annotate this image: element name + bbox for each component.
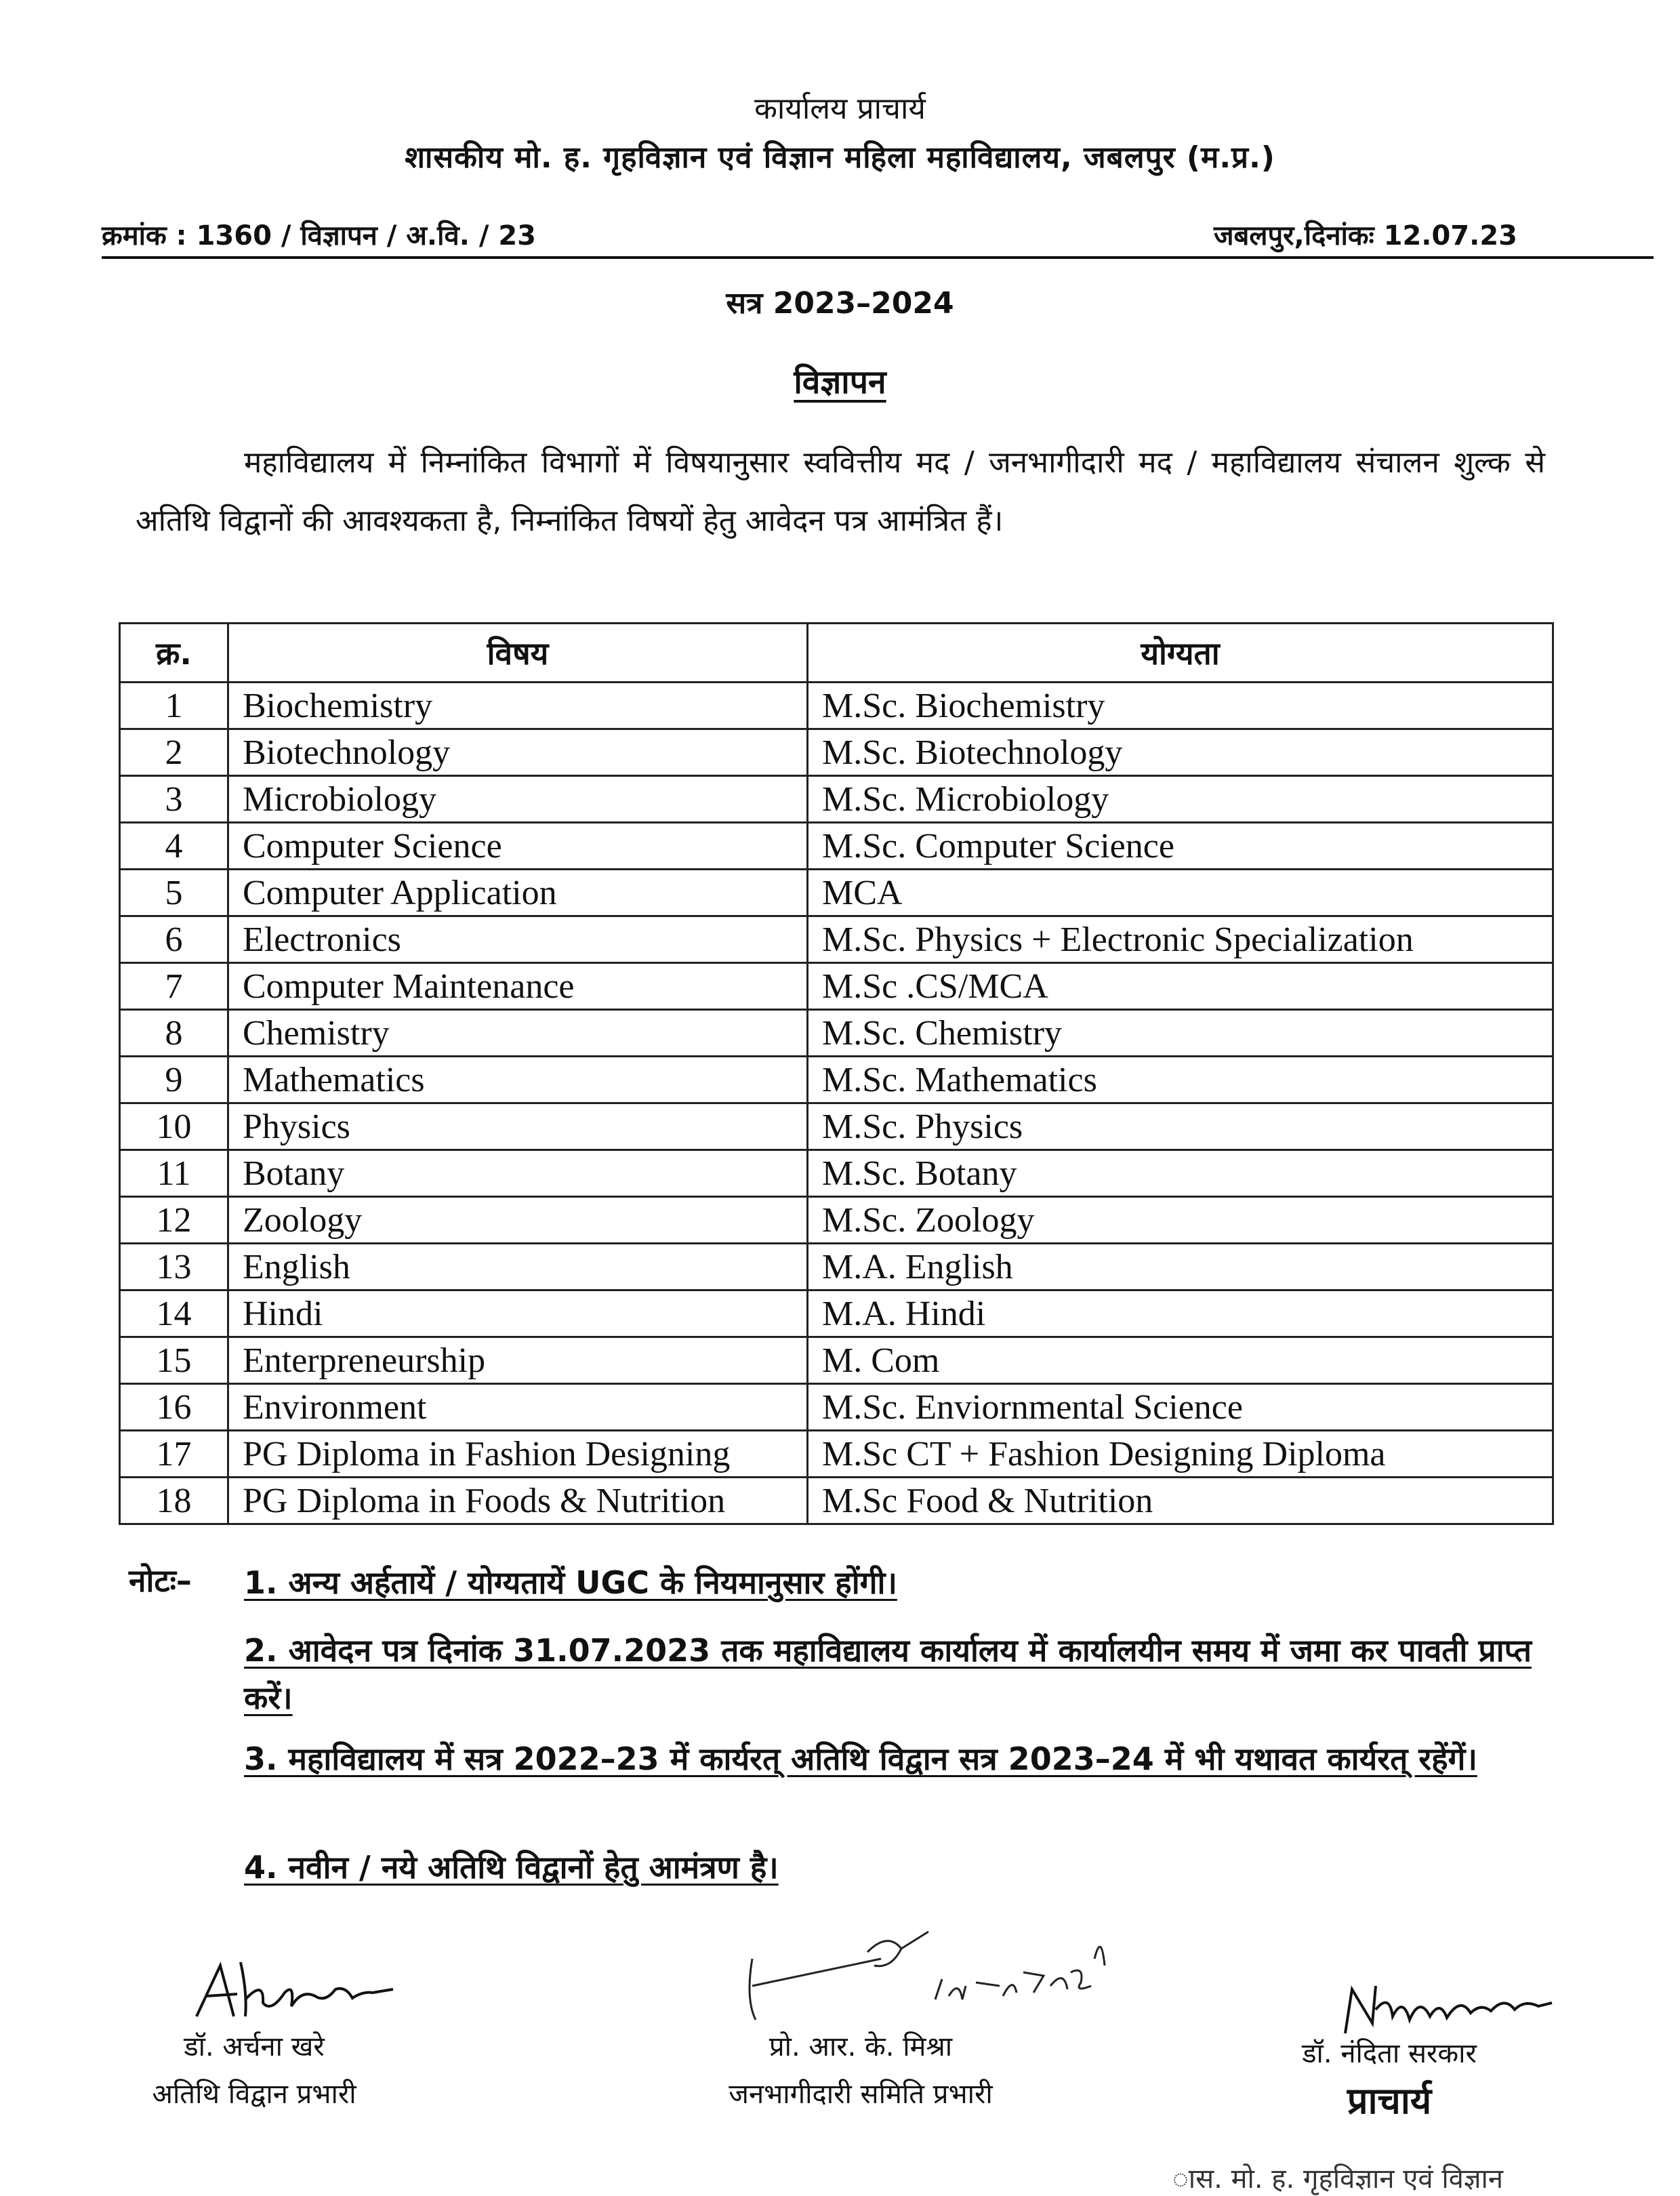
cell-subject: Zoology: [228, 1197, 808, 1244]
header-subject: विषय: [228, 624, 808, 683]
table-row: [120, 916, 1553, 963]
signatory-role: अतिथि विद्वान प्रभारी: [152, 2079, 356, 2110]
signatory-name: डॉ. अर्चना खरे: [184, 2031, 325, 2062]
cell-subject: Mathematics: [228, 1057, 808, 1103]
table-row: [120, 1197, 1553, 1244]
signature-left: [183, 1952, 407, 2027]
cell-sn: 5: [120, 870, 228, 916]
cell-qualification: M.Sc. Mathematics: [808, 1057, 1553, 1103]
advertisement-heading: विज्ञापन: [794, 363, 886, 401]
cell-qualification: M.Sc. Enviornmental Science: [808, 1384, 1553, 1431]
table-row: [120, 1431, 1553, 1478]
cell-qualification: M.Sc. Chemistry: [808, 1010, 1553, 1057]
cell-sn: 13: [120, 1244, 228, 1290]
intro-paragraph: महाविद्यालय में निम्नांकित विभागों में विषयानुसार स्ववित्तीय मद / जनभागीदारी मद / महाविद्यालय संचालन शुल्क से अतिथि विद्वानों की आवश्यकता है, निम्नांकित विषयों हेतु आवेदन पत्र आमंत्रित हैं।: [136, 445, 1545, 538]
table-row: [120, 1478, 1553, 1524]
cell-qualification: M.A. English: [808, 1244, 1553, 1290]
cell-sn: 1: [120, 683, 228, 729]
cell-qualification: M.Sc. Botany: [808, 1150, 1553, 1197]
cell-sn: 12: [120, 1197, 228, 1244]
note-item: 1. अन्य अर्हतायें / योग्यतायें UGC के नियमानुसार होंगी।: [244, 1564, 897, 1601]
cell-subject: Botany: [228, 1150, 808, 1197]
table-row: [120, 1150, 1553, 1197]
signatory-right: [1220, 2030, 1559, 2125]
header-qualification: योग्यता: [808, 624, 1553, 683]
seal-text: ास. मो. ह. गृहविज्ञान एवं विज्ञान: [1172, 2163, 1504, 2195]
cell-sn: 2: [120, 729, 228, 776]
subject-table: [119, 622, 1554, 1525]
cell-subject: Hindi: [228, 1290, 808, 1337]
cell-sn: 18: [120, 1478, 228, 1524]
cell-sn: 7: [120, 963, 228, 1010]
cell-subject: Computer Maintenance: [228, 963, 808, 1010]
cell-qualification: M.Sc. Biotechnology: [808, 729, 1553, 776]
cell-qualification: M.Sc. Physics: [808, 1103, 1553, 1150]
cell-qualification: M.Sc CT + Fashion Designing Diploma: [808, 1431, 1553, 1478]
reference-number: क्रमांक : 1360 / विज्ञापन / अ.वि. / 23: [102, 220, 537, 251]
cell-sn: 9: [120, 1057, 228, 1103]
cell-qualification: M.Sc .CS/MCA: [808, 963, 1553, 1010]
cell-sn: 8: [120, 1010, 228, 1057]
cell-subject: Microbiology: [228, 776, 808, 823]
cell-qualification: M.Sc. Biochemistry: [808, 683, 1553, 729]
table-row: [120, 963, 1553, 1010]
cell-qualification: M.Sc. Physics + Electronic Specialization: [808, 916, 1553, 963]
college-name: शासकीय मो. ह. गृहविज्ञान एवं विज्ञान महिला महाविद्यालय, जबलपुर (म.प्र.): [405, 140, 1275, 175]
cell-sn: 14: [120, 1290, 228, 1337]
table-row: [120, 1290, 1553, 1337]
cell-qualification: M.Sc Food & Nutrition: [808, 1478, 1553, 1524]
table-row: [120, 1384, 1553, 1431]
table-row: [120, 1057, 1553, 1103]
signatory-role: प्राचार्य: [1347, 2079, 1432, 2122]
cell-subject: Computer Application: [228, 870, 808, 916]
table-header-row: [120, 624, 1553, 683]
cell-sn: 11: [120, 1150, 228, 1197]
cell-qualification: MCA: [808, 870, 1553, 916]
office-title: कार्यालय प्राचार्य: [754, 92, 926, 126]
cell-qualification: M.Sc. Microbiology: [808, 776, 1553, 823]
note-item: 3. महाविद्यालय में सत्र 2022–23 में कार्यरत् अतिथि विद्वान सत्र 2023–24 में भी यथावत कार्यरत् रहेंगें।: [244, 1741, 1477, 1777]
header-sn: क्र.: [120, 624, 228, 683]
signatory-name: प्रो. आर. के. मिश्रा: [769, 2031, 953, 2062]
cell-subject: PG Diploma in Foods & Nutrition: [228, 1478, 808, 1524]
table-row: [120, 729, 1553, 776]
cell-qualification: M.Sc. Zoology: [808, 1197, 1553, 1244]
cell-subject: English: [228, 1244, 808, 1290]
cell-sn: 3: [120, 776, 228, 823]
cell-qualification: M.Sc. Computer Science: [808, 823, 1553, 870]
cell-sn: 16: [120, 1384, 228, 1431]
cell-subject: Physics: [228, 1103, 808, 1150]
signatory-name: डॉ. नंदिता सरकार: [1302, 2038, 1477, 2069]
table-row: [120, 823, 1553, 870]
cell-subject: Environment: [228, 1384, 808, 1431]
cell-subject: Computer Science: [228, 823, 808, 870]
cell-sn: 4: [120, 823, 228, 870]
table-row: [120, 1010, 1553, 1057]
date-line: जबलपुर,दिनांकः 12.07.23: [1213, 220, 1517, 251]
cell-sn: 10: [120, 1103, 228, 1150]
cell-subject: PG Diploma in Fashion Designing: [228, 1431, 808, 1478]
cell-qualification: M.A. Hindi: [808, 1290, 1553, 1337]
signatory-middle: [671, 2023, 1050, 2118]
note-item: 4. नवीन / नये अतिथि विद्वानों हेतु आमंत्रण है।: [244, 1849, 779, 1886]
cell-subject: Enterpreneurship: [228, 1337, 808, 1384]
cell-subject: Chemistry: [228, 1010, 808, 1057]
table-row: [120, 870, 1553, 916]
cell-sn: 17: [120, 1431, 228, 1478]
table-row: [120, 1103, 1553, 1150]
cell-qualification: M. Com: [808, 1337, 1553, 1384]
signatory-role: जनभागीदारी समिति प्रभारी: [729, 2079, 993, 2110]
note-label: नोटः–: [129, 1562, 192, 1599]
cell-subject: Biotechnology: [228, 729, 808, 776]
note-item: 2. आवेदन पत्र दिनांक 31.07.2023 तक महाविद्यालय कार्यालय में कार्यालयीन समय में जमा कर पावती प्राप्त करें।: [244, 1632, 1532, 1716]
signatory-left: [102, 2023, 407, 2118]
session-title: सत्र 2023–2024: [726, 286, 954, 321]
cell-sn: 15: [120, 1337, 228, 1384]
header-rule: [102, 256, 1654, 259]
table-row: [120, 1337, 1553, 1384]
cell-subject: Electronics: [228, 916, 808, 963]
signature-middle: [732, 1918, 1111, 2033]
cell-subject: Biochemistry: [228, 683, 808, 729]
table-row: [120, 1244, 1553, 1290]
table-row: [120, 776, 1553, 823]
cell-sn: 6: [120, 916, 228, 963]
table-row: [120, 683, 1553, 729]
